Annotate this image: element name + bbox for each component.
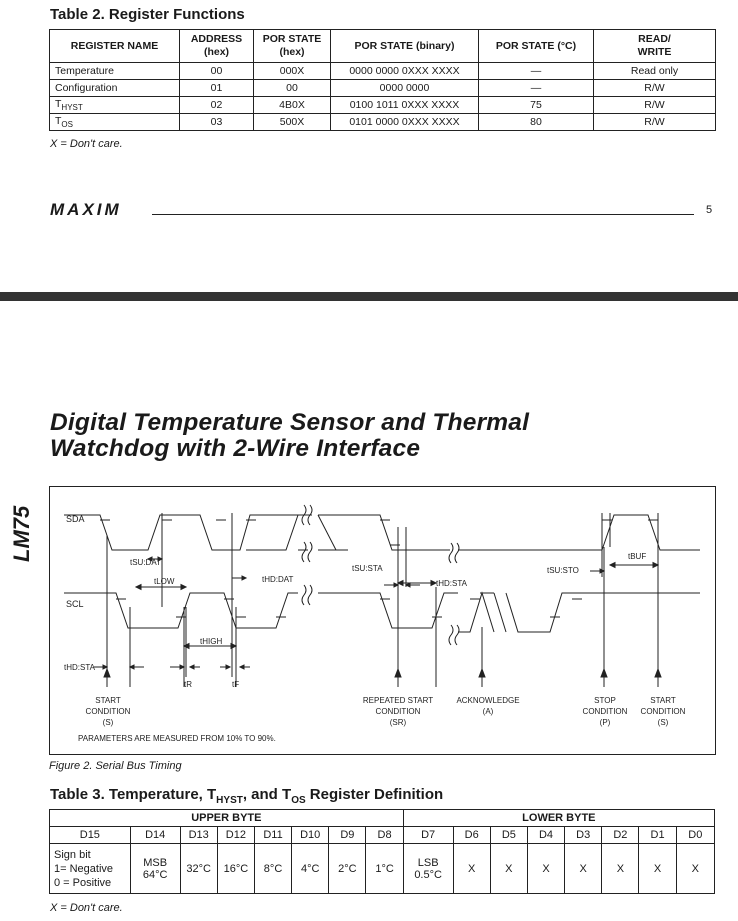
- bit-value: 2°C: [329, 844, 366, 894]
- table-row: [50, 114, 716, 131]
- label-t-hd-dat: tHD:DAT: [262, 575, 294, 584]
- bit-label: D2: [602, 827, 639, 844]
- break-squiggle: [449, 543, 459, 563]
- bit-label: D13: [180, 827, 217, 844]
- lower-byte-header: LOWER BYTE: [403, 810, 714, 827]
- temperature-register-table: [49, 809, 715, 894]
- timing-diagram: [50, 487, 714, 753]
- label-start2: (S): [657, 718, 669, 727]
- upper-byte-header: UPPER BYTE: [50, 810, 404, 827]
- bit-label: D1: [639, 827, 676, 844]
- label-stop: CONDITION: [582, 707, 628, 716]
- label-start: START: [95, 696, 121, 705]
- label-acknowledge: ACKNOWLEDGE: [456, 696, 520, 705]
- por-hex-cell: 000X: [254, 63, 331, 80]
- header-address: ADDRESS (hex): [180, 30, 254, 63]
- por-binary-cell: 0000 0000 0XXX XXXX: [331, 63, 479, 80]
- por-celsius-cell: —: [479, 80, 594, 97]
- por-celsius-cell: 80: [479, 114, 594, 131]
- table-row: [50, 97, 716, 114]
- maxim-logo: MAXIM: [50, 200, 122, 219]
- bit-value: X: [490, 844, 527, 894]
- address-cell: 00: [180, 63, 254, 80]
- arrow-stop: [601, 669, 607, 687]
- arrow-repeated-start: [395, 669, 401, 687]
- bit-value: X: [639, 844, 676, 894]
- side-part-number: LM75: [9, 505, 34, 562]
- arrow-start: [104, 669, 110, 687]
- label-repeated-start: REPEATED START: [362, 696, 434, 705]
- bit-label: D6: [453, 827, 490, 844]
- label-scl: SCL: [66, 599, 84, 609]
- bit-value-row: [50, 844, 715, 894]
- bit-label: D14: [130, 827, 180, 844]
- bit-value: X: [527, 844, 564, 894]
- por-hex-cell: 500X: [254, 114, 331, 131]
- label-t-r: tR: [184, 680, 192, 689]
- por-hex-cell: 4B0X: [254, 97, 331, 114]
- bit-value: X: [565, 844, 602, 894]
- timing-diagram-frame: [49, 486, 716, 755]
- label-start: (S): [102, 718, 114, 727]
- arrow-t-su-sto: [590, 569, 604, 573]
- bit-value: X: [602, 844, 639, 894]
- bit-label: D11: [254, 827, 291, 844]
- label-acknowledge: (A): [482, 707, 494, 716]
- register-name: Configuration: [50, 80, 180, 97]
- por-binary-cell: 0000 0000: [331, 80, 479, 97]
- msb-cell: MSB 64°C: [130, 844, 180, 894]
- por-celsius-cell: 75: [479, 97, 594, 114]
- label-t-f: tF: [232, 680, 240, 689]
- bit-header-row: [50, 827, 715, 844]
- label-start2: START: [650, 696, 676, 705]
- por-celsius-cell: —: [479, 63, 594, 80]
- header-por-binary: POR STATE (binary): [331, 30, 479, 63]
- bit-label: D3: [565, 827, 602, 844]
- arrow-t-hd-dat: [232, 576, 246, 580]
- bit-value: 4°C: [292, 844, 329, 894]
- arrow-t-f: [220, 665, 250, 669]
- label-start2: CONDITION: [640, 707, 686, 716]
- bit-label: D15: [50, 827, 131, 844]
- rw-cell: Read only: [594, 63, 716, 80]
- label-stop: (P): [599, 718, 611, 727]
- label-t-su-sto: tSU:STO: [547, 566, 579, 575]
- bit-label: D8: [366, 827, 403, 844]
- rw-cell: R/W: [594, 97, 716, 114]
- label-t-su-dat: tSU:DAT: [130, 558, 161, 567]
- label-t-hd-sta-left: tHD:STA: [64, 663, 95, 672]
- label-start: CONDITION: [85, 707, 131, 716]
- table2-note: X = Don't care.: [50, 138, 123, 150]
- page-number: 5: [706, 204, 713, 216]
- arrow-t-r: [170, 665, 200, 669]
- lsb-cell: LSB 0.5°C: [403, 844, 453, 894]
- address-cell: 01: [180, 80, 254, 97]
- header-por-celsius: POR STATE (°C): [479, 30, 594, 63]
- arrow-start2: [655, 669, 661, 687]
- register-name: $T_{HYST}$: [50, 97, 180, 114]
- table3-title: Table 3. Temperature, $T_{HYST}$, and $T_{OS}$ Register Definition: [50, 786, 444, 806]
- bit-label: D7: [403, 827, 453, 844]
- por-binary-cell: 0100 1011 0XXX XXXX: [331, 97, 479, 114]
- bit-value: X: [453, 844, 490, 894]
- por-binary-cell: 0101 0000 0XXX XXXX: [331, 114, 479, 131]
- register-name: $T_{OS}$: [50, 114, 180, 131]
- bit-value: 8°C: [254, 844, 291, 894]
- label-t-high: tHIGH: [200, 637, 223, 646]
- rw-cell: R/W: [594, 80, 716, 97]
- bit-label: D0: [676, 827, 714, 844]
- address-cell: 03: [180, 114, 254, 131]
- arrow-acknowledge: [479, 669, 485, 687]
- bit-label: D10: [292, 827, 329, 844]
- table2-title: Table 2. Register Functions: [50, 6, 245, 23]
- rw-cell: R/W: [594, 114, 716, 131]
- bit-label: D5: [490, 827, 527, 844]
- page-separator: [0, 292, 738, 301]
- break-squiggle: [302, 585, 312, 605]
- page-title-line2: Watchdog with 2-Wire Interface: [50, 435, 421, 462]
- por-hex-cell: 00: [254, 80, 331, 97]
- label-repeated-start: CONDITION: [375, 707, 421, 716]
- break-squiggle: [302, 542, 312, 562]
- figure2-caption: Figure 2. Serial Bus Timing: [49, 760, 182, 772]
- bit-label: D12: [217, 827, 254, 844]
- break-squiggle: [449, 625, 459, 645]
- address-cell: 02: [180, 97, 254, 114]
- label-t-su-sta: tSU:STA: [352, 564, 383, 573]
- header-por-hex: POR STATE (hex): [254, 30, 331, 63]
- header-read-write: READ/ WRITE: [594, 30, 716, 63]
- register-name: Temperature: [50, 63, 180, 80]
- label-sda: SDA: [66, 514, 85, 524]
- footer-rule: [152, 214, 694, 215]
- label-stop: STOP: [594, 696, 616, 705]
- bit-label: D4: [527, 827, 564, 844]
- table3-note: X = Don't care.: [50, 902, 123, 914]
- bit-value: X: [676, 844, 714, 894]
- page-title-line1: Digital Temperature Sensor and Thermal: [50, 409, 530, 436]
- arrow-t-buf: [610, 563, 658, 568]
- arrow-t-hd-sta-left: [94, 665, 144, 669]
- label-parameters: PARAMETERS ARE MEASURED FROM 10% TO 90%.: [78, 734, 276, 743]
- label-t-low: tLOW: [154, 577, 175, 586]
- bit-value: 1°C: [366, 844, 403, 894]
- register-functions-table: [49, 29, 716, 131]
- bit-value: 32°C: [180, 844, 217, 894]
- label-t-buf: tBUF: [628, 552, 647, 561]
- label-t-hd-sta-right: tHD:STA: [436, 579, 467, 588]
- table-row: [50, 80, 716, 97]
- label-repeated-start: (SR): [389, 718, 407, 727]
- bit-label: D9: [329, 827, 366, 844]
- bit-value: 16°C: [217, 844, 254, 894]
- table-row: [50, 63, 716, 80]
- sign-bit-cell: Sign bit 1= Negative 0 = Positive: [50, 844, 131, 894]
- header-register-name: REGISTER NAME: [50, 30, 180, 63]
